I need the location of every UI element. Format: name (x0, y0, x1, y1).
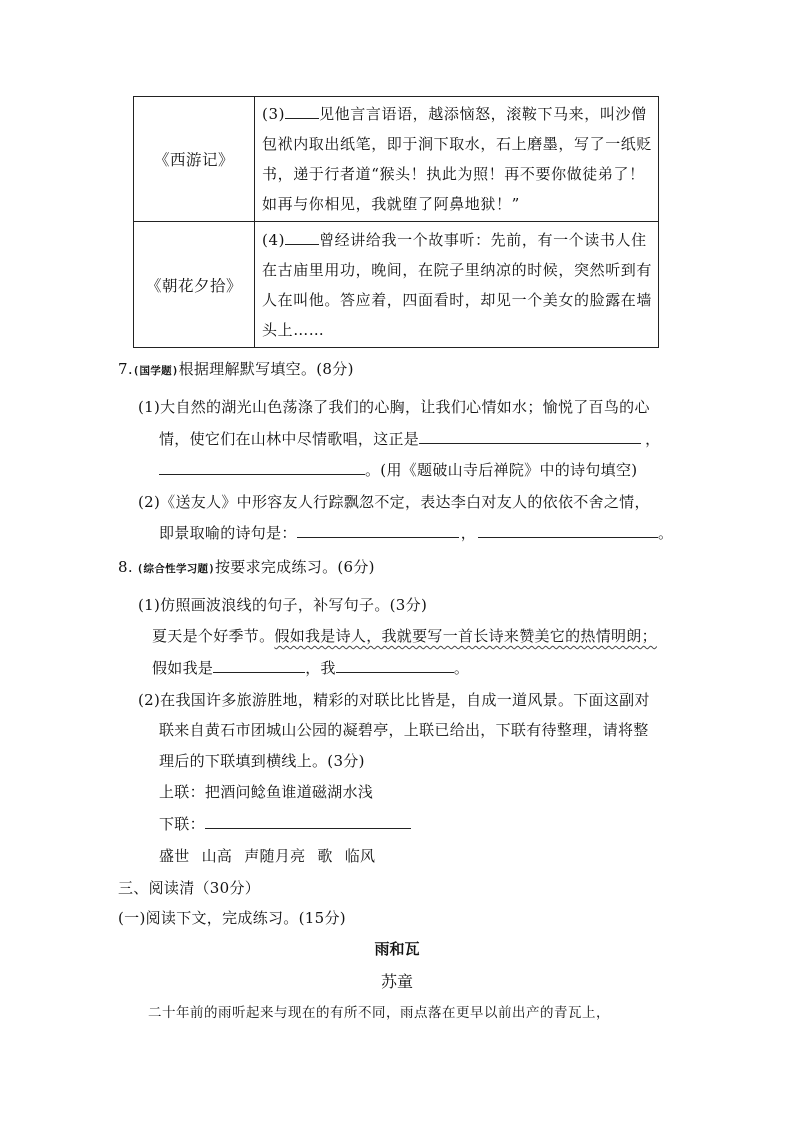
q7-part1-line2 (159, 428, 660, 449)
prompt-text: 情，使它们在山林中尽情歌唱，这正是 (159, 430, 420, 448)
prompt-text: 。(用《题破山寺后禅院》中的诗句填空) (365, 461, 638, 479)
question-prompt: 根据理解默写填空。(8分) (178, 360, 354, 378)
q7-part1-line1: (1)大自然的湖光山色荡涤了我们的心胸，让我们心情如水；愉悦了百鸟的心 (138, 398, 650, 416)
answer-blank[interactable] (285, 104, 319, 119)
book-title-cell: 《西游记》 (134, 97, 255, 222)
answer-blank[interactable] (419, 429, 641, 444)
word-chip: 盛世 (159, 847, 190, 865)
q8-part2-line2: 联来自黄石市团城山公园的凝碧亭，上联已给出，下联有待整理，请将整 (159, 721, 649, 739)
lower-couplet-line (159, 813, 411, 834)
upper-couplet: 上联：把酒问鲶鱼谁道磁湖水浅 (159, 783, 374, 801)
article-title: 雨和瓦 (374, 940, 420, 958)
item-number: (3) (262, 105, 286, 123)
table-row (134, 97, 659, 222)
passage-line: 如再与你相见，我就堕了阿鼻地狱！” (262, 195, 520, 213)
prompt-text: 下联： (159, 815, 205, 833)
answer-blank[interactable] (213, 658, 305, 673)
q8-part1-title: (1)仿照画波浪线的句子，补写句子。(3分) (138, 596, 428, 614)
passage-line: 在古庙里用功，晚间，在院子里纳凉的时候，突然听到有 (262, 260, 653, 279)
punctuation: 。 (658, 524, 674, 542)
answer-blank[interactable] (205, 814, 411, 829)
word-chip: 山高 (201, 847, 233, 865)
q8-part2-line1: (2)在我国许多旅游胜地，精彩的对联比比皆是，自成一道风景。下面这副对 (138, 691, 650, 709)
table-row (134, 222, 659, 348)
question-tag: (综合性学习题) (136, 563, 215, 575)
prompt-text: 即景取喻的诗句是： (159, 524, 297, 542)
answer-blank[interactable] (297, 523, 459, 538)
punctuation: ， (460, 524, 477, 542)
passage-line: 曾经讲给我一个故事听：先前，有一个读书人住 (319, 230, 647, 249)
passage-line: 见他言言语语，越添恼怒，滚鞍下马来，叫沙僧 (319, 105, 647, 123)
question-tag: (国学题) (132, 365, 179, 377)
passage-line: 人在叫他。答应着，四面看时，却见一个美女的脸露在墙 (262, 290, 653, 309)
word-chip: 歌 (317, 847, 333, 865)
question-number: 7. (118, 360, 133, 378)
section-heading: 三、阅读清（30分） (118, 879, 261, 897)
section-subheading: (一)阅读下文，完成练习。(15分) (118, 909, 346, 927)
question-7-heading (118, 358, 354, 379)
passage-cell (255, 97, 659, 222)
couplet-word-bank (159, 845, 387, 866)
q7-part2-line2 (159, 522, 673, 543)
question-prompt: 按要求完成练习。(6分) (214, 558, 375, 576)
answer-blank[interactable] (159, 460, 365, 475)
word-chip: 声随月亮 (244, 847, 306, 865)
prompt-text: 假如我是 (152, 659, 214, 677)
q8-fill-line (152, 657, 469, 678)
passage-line: 头上…… (262, 320, 325, 339)
item-number: (4) (262, 230, 286, 249)
passage-line: 书，递于行者道“猴头！执此为照！再不要你做徒弟了！ (262, 165, 645, 183)
q7-part2-line1: (2)《送友人》中形容友人行踪飘忽不定，表达李白对友人的依依不舍之情， (138, 493, 650, 511)
article-first-line: 二十年前的雨听起来与现在的有所不同，雨点落在更早以前出产的青瓦上， (148, 1005, 610, 1021)
article-author: 苏童 (380, 972, 413, 991)
passage-cell (255, 222, 659, 348)
punctuation: ， (645, 430, 661, 448)
answer-blank[interactable] (478, 523, 658, 538)
passage-line: 包袱内取出纸笔，即于涧下取水，石上磨墨，写了一纸贬 (262, 135, 653, 153)
punctuation: 。 (453, 659, 470, 677)
question-number: 8. (118, 558, 133, 576)
answer-blank[interactable] (336, 658, 454, 673)
excerpt-table (133, 96, 659, 348)
q8-part2-line3: 理后的下联填到横线上。(3分) (159, 752, 365, 770)
prompt-text: ，我 (305, 659, 336, 677)
question-8-heading (118, 556, 375, 577)
q7-part1-line3 (159, 459, 637, 480)
q8-example-sentence (152, 625, 657, 646)
wavy-underlined-sentence: 假如我是诗人，我就要写一首长诗来赞美它的热情明朗； (274, 627, 657, 645)
book-title-cell: 《朝花夕拾》 (134, 222, 255, 348)
word-chip: 临风 (344, 847, 376, 865)
example-text: 夏天是个好季节。 (152, 627, 275, 645)
answer-blank[interactable] (285, 230, 319, 245)
